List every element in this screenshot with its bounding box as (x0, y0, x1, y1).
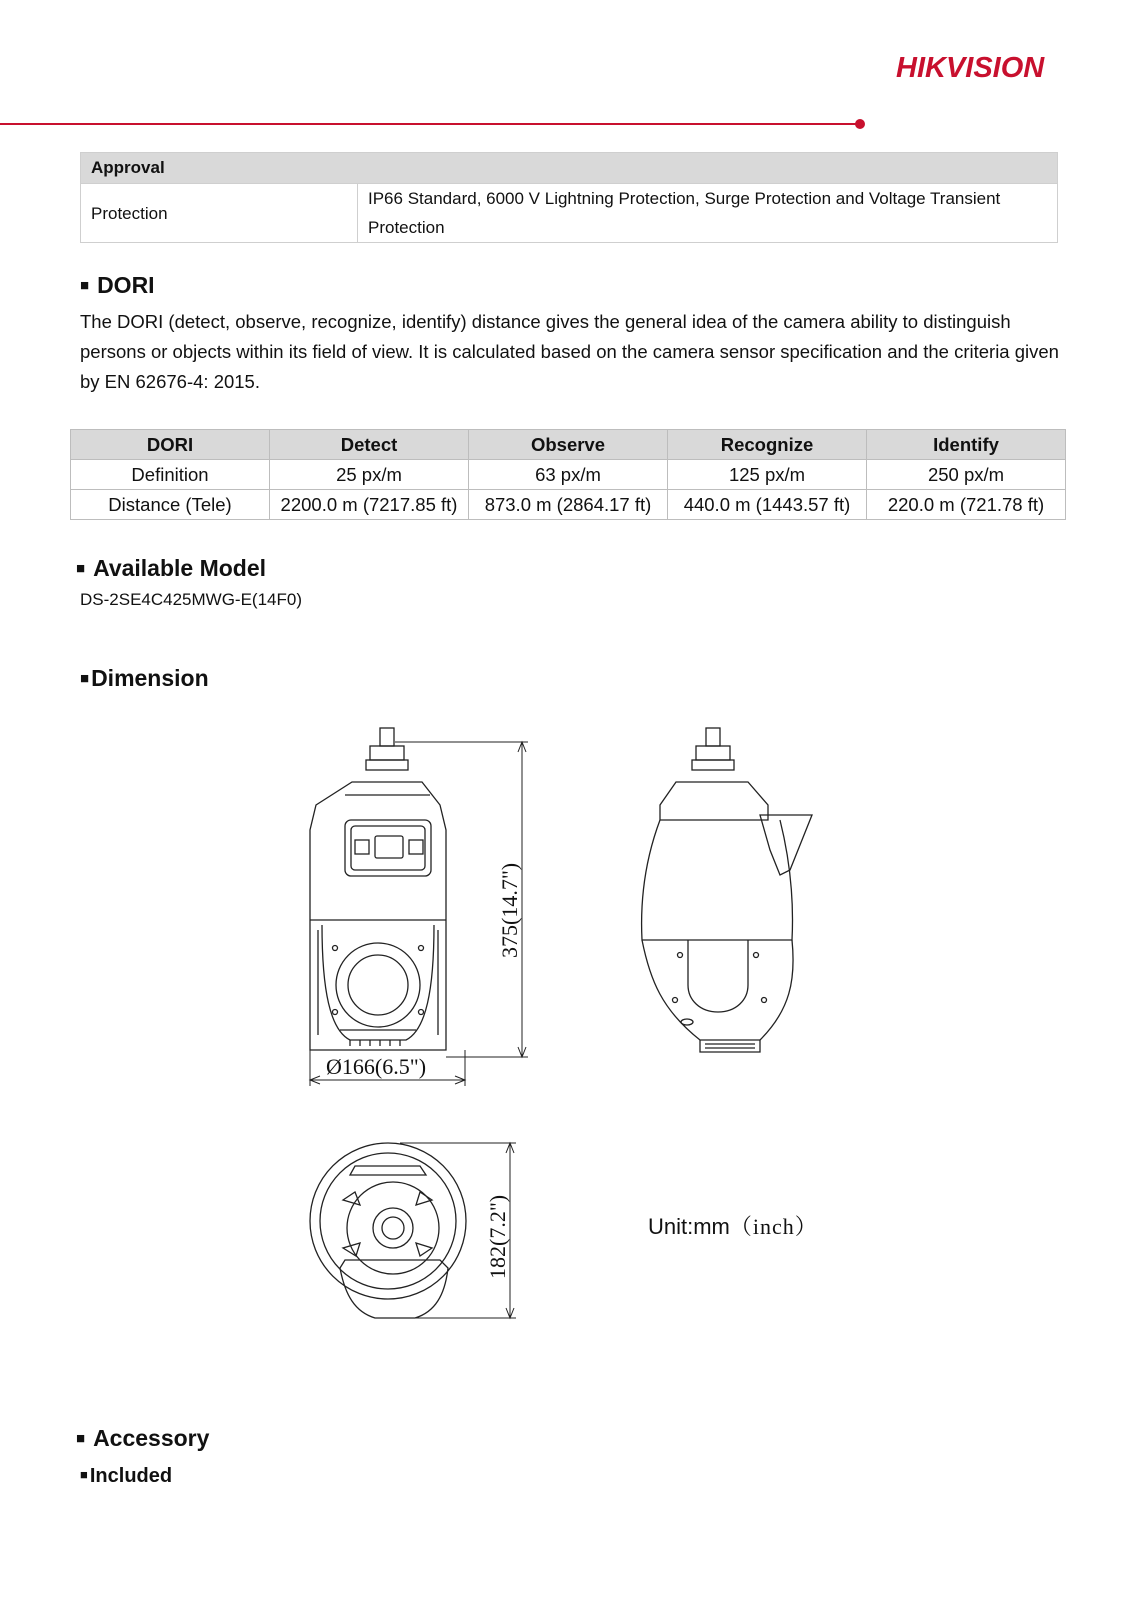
protection-value: IP66 Standard, 6000 V Lightning Protection, Surge Protection and Voltage Transient Protection (358, 184, 1058, 243)
dori-cell: 440.0 m (1443.57 ft) (668, 490, 867, 520)
unit-prefix: Unit:mm (648, 1214, 730, 1239)
side-view (642, 728, 812, 1052)
bullet-icon: ■ (76, 560, 86, 577)
dori-header: Recognize (668, 430, 867, 460)
dori-header: DORI (71, 430, 270, 460)
protection-label: Protection (81, 184, 358, 243)
dori-cell: 25 px/m (270, 460, 469, 490)
dori-cell: Distance (Tele) (71, 490, 270, 520)
dori-cell: 873.0 m (2864.17 ft) (469, 490, 668, 520)
dori-header: Identify (867, 430, 1066, 460)
dori-header: Detect (270, 430, 469, 460)
bullet-icon: ■ (80, 1467, 88, 1482)
brand-wordmark: HIKVISION (896, 52, 1045, 84)
bottom-height-dimension-label: 182(7.2") (485, 1194, 510, 1279)
unit-label (648, 1210, 818, 1241)
dori-cell: Definition (71, 460, 270, 490)
unit-suffix: （inch） (729, 1214, 818, 1239)
section-subtitle-included: ■ Included (80, 1465, 173, 1487)
dori-cell: 220.0 m (721.78 ft) (867, 490, 1066, 520)
bottom-view (310, 1143, 466, 1318)
front-view (310, 728, 446, 1050)
dori-cell: 2200.0 m (7217.85 ft) (270, 490, 469, 520)
bullet-icon: ■ (76, 1430, 86, 1447)
height-dimension-label: 375(14.7") (497, 862, 522, 958)
model-number: DS-2SE4C425MWG-E(14F0) (80, 590, 303, 609)
dori-cell: 250 px/m (867, 460, 1066, 490)
dori-header: Observe (469, 430, 668, 460)
dori-description: The DORI (detect, observe, recognize, identify) distance gives the general idea of the camera ability to distinguish persons or objects within its field of view. It is calculated based on the camera sensor specification and the criteria given by EN 62676-4: 2015. (80, 311, 1059, 392)
dori-cell: 63 px/m (469, 460, 668, 490)
section-title-accessory: ■ Accessory (76, 1425, 210, 1451)
dori-cell: 125 px/m (668, 460, 867, 490)
section-title-dimension: ■Dimension (80, 665, 209, 691)
section-title-dori: ■ DORI (80, 272, 155, 298)
bullet-icon: ■ (80, 277, 90, 294)
bullet-icon: ■ (80, 670, 90, 687)
diameter-dimension-label: Ø166(6.5") (326, 1054, 427, 1079)
section-title-available-model: ■ Available Model (76, 555, 267, 581)
approval-heading: Approval (81, 153, 1058, 184)
